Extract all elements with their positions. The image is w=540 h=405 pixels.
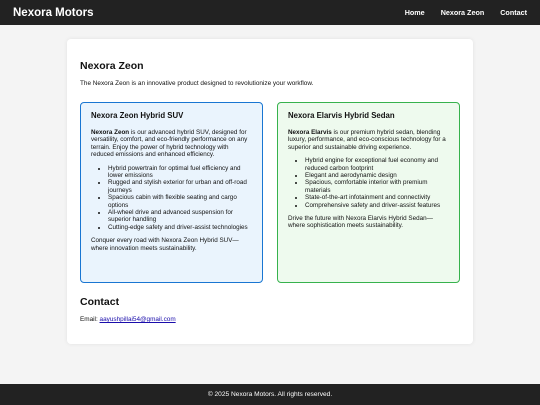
contact-heading: Contact xyxy=(80,296,120,308)
product-description-text-suv: is our advanced hybrid SUV, designed for versatility, comfort, and eco-friendly performance on any terrain. Enjoy the power of hybrid technology with reduced emissions and enhanced efficiency. xyxy=(91,129,248,159)
nav-link-nexora-zeon[interactable]: Nexora Zeon xyxy=(440,8,485,17)
feature-list-suv xyxy=(91,165,252,232)
feature-item: • Comprehensive safety and driver-assist features xyxy=(305,202,449,209)
main-nav xyxy=(389,8,527,17)
feature-item: • Elegant and aerodynamic design xyxy=(305,172,449,179)
product-name-suv: Nexora Zeon xyxy=(91,129,130,136)
product-closing-sedan: Drive the future with Nexora Elarvis Hybrid Sedan—where sophistication meets sustainability. xyxy=(288,215,433,230)
feature-item: • Rugged and stylish exterior for urban and off-road journeys xyxy=(108,179,252,194)
product-title-suv: Nexora Zeon Hybrid SUV xyxy=(91,111,184,120)
feature-item: • Hybrid engine for exceptional fuel economy and reduced carbon footprint xyxy=(305,157,449,172)
product-description-text-sedan: is our premium hybrid sedan, blending luxury, performance, and eco-conscious technology for a superior and sustainable driving experience. xyxy=(288,129,446,151)
product-card-suv xyxy=(80,102,263,283)
nav-link-contact[interactable]: Contact xyxy=(500,8,527,17)
contact-email-line xyxy=(80,316,176,323)
product-name-sedan: Nexora Elarvis xyxy=(288,129,332,136)
feature-item: • Cutting-edge safety and driver-assist technologies xyxy=(108,224,252,231)
product-title-sedan: Nexora Elarvis Hybrid Sedan xyxy=(288,111,395,120)
page-footer xyxy=(0,384,540,405)
brand-logo-text[interactable]: Nexora Motors xyxy=(13,6,94,19)
feature-item: • Spacious, comfortable interior with premium materials xyxy=(305,179,449,194)
feature-list-sedan xyxy=(288,157,449,209)
feature-item: • Spacious cabin with flexible seating and cargo options xyxy=(108,194,252,209)
top-navbar xyxy=(0,0,540,25)
footer-copyright: © 2025 Nexora Motors. All rights reserved. xyxy=(207,391,333,398)
feature-item: • State-of-the-art infotainment and connectivity xyxy=(305,194,449,201)
product-card-sedan xyxy=(277,102,460,283)
page-title: Nexora Zeon xyxy=(80,60,144,72)
intro-text: The Nexora Zeon is an innovative product designed to revolutionize your workflow. xyxy=(80,80,314,87)
feature-item: • All-wheel drive and advanced suspension for superior handling xyxy=(108,209,252,224)
contact-email-link[interactable]: aayushpillai54@gmail.com xyxy=(99,316,176,323)
nav-link-home[interactable]: Home xyxy=(404,8,425,17)
feature-item: • Hybrid powertrain for optimal fuel efficiency and lower emissions xyxy=(108,165,252,180)
product-description-suv xyxy=(91,129,252,159)
product-description-sedan xyxy=(288,129,449,151)
contact-email-label: Email: xyxy=(80,316,100,323)
main-content-card xyxy=(67,39,473,344)
product-closing-suv: Conquer every road with Nexora Zeon Hybrid SUV—where innovation meets sustainability. xyxy=(91,237,239,252)
